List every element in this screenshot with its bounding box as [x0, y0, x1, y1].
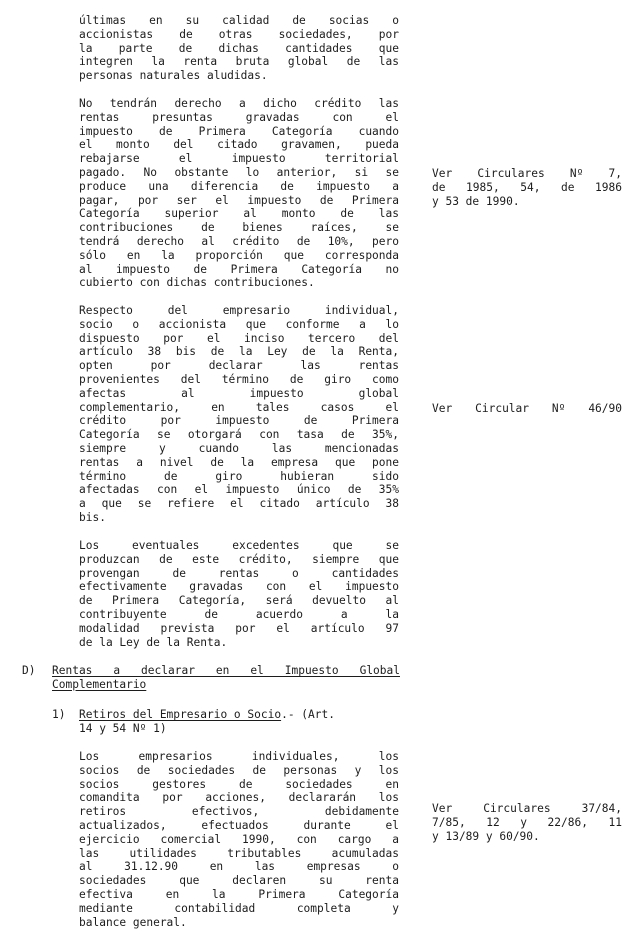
text-line: complementario, en tales casos el	[79, 400, 399, 414]
margin-note-circulares-2	[432, 802, 622, 843]
text-line: bis.	[79, 510, 106, 524]
paragraph-rentas-presuntas	[79, 97, 399, 290]
text-line: impuesto de Primera Categoría cuando	[79, 124, 399, 138]
text-line: retiros efectivos, debidamente	[79, 805, 399, 819]
note-line: 7/85, 12 y 22/86, 11	[432, 815, 622, 829]
text-line: dispuesto por el inciso tercero del	[79, 331, 399, 345]
subsection-title-line: 14 y 54 Nº 1)	[79, 721, 167, 735]
paragraph-empresario-individual	[79, 304, 399, 525]
section-title-line: Rentas a declarar en el Impuesto Global	[52, 664, 400, 677]
section-title-line: Complementario	[52, 677, 147, 691]
text-line: Los eventuales excedentes que se	[79, 539, 399, 552]
text-line: la parte de dichas cantidades que	[79, 41, 399, 55]
text-line: provenientes del término de giro como	[79, 372, 399, 386]
text-line: Categoría se otorgará con tasa de 35%,	[79, 428, 399, 442]
text-line: efectiva en la Primera Categoría	[79, 887, 399, 901]
text-line: provengan de rentas o cantidades	[79, 566, 399, 580]
text-line: afectas al impuesto global	[79, 386, 399, 400]
subsection-title: Retiros del Empresario o Socio	[79, 708, 282, 721]
text-line: de Primera Categoría, será devuelto al	[79, 594, 399, 608]
subsection-marker: 1)	[52, 708, 66, 721]
text-line: sólo en la proporción que corresponda	[79, 248, 399, 262]
text-line: cubierto con dichas contribuciones.	[79, 276, 315, 290]
text-line: No tendrán derecho a dicho crédito las	[79, 97, 399, 110]
text-line: artículo 38 bis de la Ley de la Renta,	[79, 345, 399, 359]
text-line: socios gestores de sociedades en	[79, 777, 399, 791]
note-line: Ver Circulares 37/84,	[432, 802, 622, 815]
paragraph-eventuales-excedentes	[79, 539, 399, 649]
text-line: crédito por impuesto de Primera	[79, 414, 399, 428]
text-line: rebajarse el impuesto territorial	[79, 152, 399, 166]
note-line: Ver Circular Nº 46/90	[432, 402, 622, 415]
text-line: contribuyente de acuerdo a la	[79, 607, 399, 621]
text-line: Los empresarios individuales, los	[79, 750, 399, 763]
note-line: Ver Circulares Nº 7,	[432, 167, 622, 180]
text-line: rentas presuntas gravadas con el	[79, 110, 399, 124]
text-line: Categoría superior al monto de las	[79, 207, 399, 221]
text-line: de la Ley de la Renta.	[79, 635, 228, 649]
text-line: afectadas con el impuesto único de 35%	[79, 483, 399, 497]
text-line: al 31.12.90 en las empresas o	[79, 860, 399, 874]
text-line: pagado. No obstante lo anterior, si se	[79, 165, 399, 179]
subsection-reference: .- (Art.	[281, 708, 335, 721]
margin-note-circulares-1	[432, 167, 622, 208]
text-line: ejercicio comercial 1990, con cargo a	[79, 832, 399, 846]
paragraph-rentas-socias	[79, 14, 399, 83]
subsection-heading-1	[52, 708, 400, 738]
text-line: a que se refiere el citado artículo 38	[79, 497, 399, 511]
text-line: balance general.	[79, 915, 187, 929]
margin-note-circular-46	[432, 402, 622, 416]
text-line: actualizados, efectuados durante el	[79, 818, 399, 832]
text-line: modalidad prevista por el artículo 97	[79, 621, 399, 635]
text-line: efectivamente gravadas con el impuesto	[79, 580, 399, 594]
text-line: últimas en su calidad de socias o	[79, 14, 399, 27]
text-line: socio o accionista que conforme a lo	[79, 317, 399, 331]
text-line: produce una diferencia de impuesto a	[79, 179, 399, 193]
note-line: de 1985, 54, de 1986	[432, 180, 622, 194]
note-line: y 53 de 1990.	[432, 194, 520, 208]
note-line: y 13/89 y 60/90.	[432, 829, 540, 843]
text-line: rentas a nivel de la empresa que pone	[79, 455, 399, 469]
text-line: pagar, por ser el impuesto de Primera	[79, 193, 399, 207]
text-line: mediante contabilidad completa y	[79, 901, 399, 915]
paragraph-retiros	[79, 750, 399, 929]
text-line: accionistas de otras sociedades, por	[79, 27, 399, 41]
section-marker: D)	[22, 664, 36, 677]
text-line: término de giro hubieran sido	[79, 469, 399, 483]
text-line: produzcan de este crédito, siempre que	[79, 552, 399, 566]
text-line: las utilidades tributables acumuladas	[79, 846, 399, 860]
text-line: personas naturales aludidas.	[79, 69, 268, 83]
text-line: siempre y cuando las mencionadas	[79, 441, 399, 455]
text-line: opten por declarar las rentas	[79, 359, 399, 373]
text-line: contribuciones de bienes raíces, se	[79, 221, 399, 235]
section-heading-d	[22, 664, 402, 694]
text-line: integren la renta bruta global de las	[79, 55, 399, 69]
subsection-title-line	[79, 708, 400, 722]
text-line: tendrá derecho al crédito de 10%, pero	[79, 234, 399, 248]
text-line: el monto del citado gravamen, pueda	[79, 138, 399, 152]
text-line: comandita por acciones, declararán los	[79, 791, 399, 805]
text-line: Respecto del empresario individual,	[79, 304, 399, 317]
text-line: socios de sociedades de personas y los	[79, 763, 399, 777]
text-line: al impuesto de Primera Categoría no	[79, 262, 399, 276]
text-line: sociedades que declaren su renta	[79, 874, 399, 888]
